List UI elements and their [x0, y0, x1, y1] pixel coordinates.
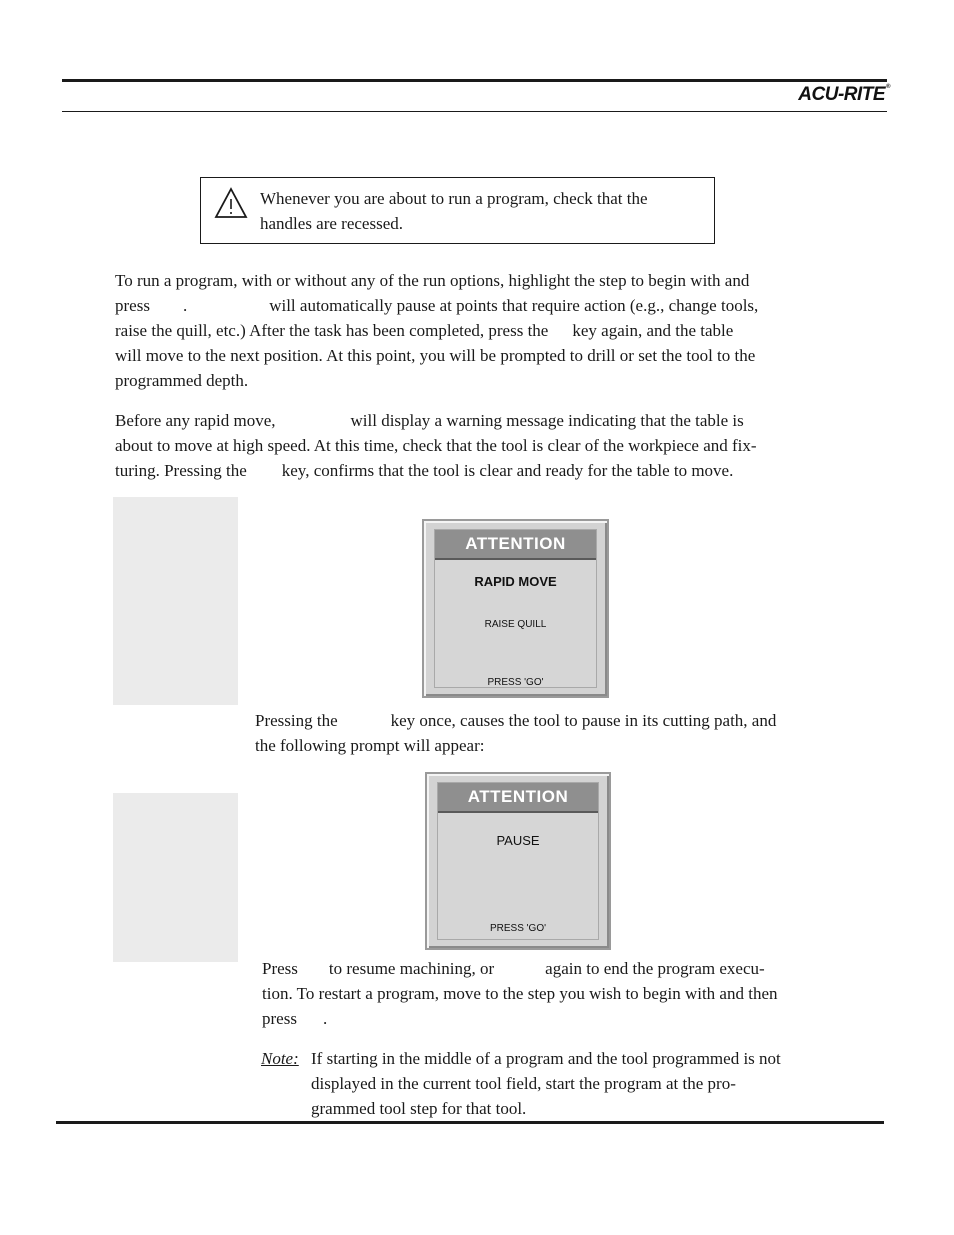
- p1-line-2: [115, 293, 845, 318]
- p1-line-3: [115, 318, 845, 343]
- p2-line-1: [115, 408, 845, 433]
- p4-period: .: [322, 1009, 328, 1028]
- p1-raise-text: raise the quill, etc.) After the task has been completed, press the: [115, 321, 549, 340]
- p3-pressing: Pressing the: [255, 711, 338, 730]
- screen-title: ATTENTION: [438, 783, 598, 813]
- p2-line-2: about to move at high speed. At this time, check that the tool is clear of the workpiece and fix-: [115, 436, 757, 455]
- warning-triangle-icon: [214, 187, 248, 219]
- p3-line-1: [255, 708, 845, 733]
- screen-press-go: PRESS 'GO': [489, 923, 547, 934]
- sidebar-shade: [113, 793, 238, 962]
- screen-raise-quill: RAISE QUILL: [484, 619, 547, 630]
- paragraph-pause: [255, 708, 845, 758]
- p4-again: again to end the program execu-: [545, 959, 765, 978]
- header-thin-rule: [62, 111, 887, 112]
- acu-rite-logo: [798, 84, 890, 106]
- p4-line-1: [262, 956, 852, 981]
- p1-line-5: programmed depth.: [115, 371, 249, 390]
- screen-press-go: PRESS 'GO': [487, 677, 544, 688]
- p3-line-2: the following prompt will appear:: [255, 736, 485, 755]
- rapid-move-screen: [422, 519, 609, 698]
- screen-title: ATTENTION: [435, 530, 596, 560]
- p4-resume: to resume machining, or: [328, 959, 495, 978]
- warning-line-1: Whenever you are about to run a program, check that the: [260, 189, 648, 208]
- screen-panel: [434, 529, 597, 688]
- p4-press: Press: [262, 959, 298, 978]
- p2-pressing: turing. Pressing the: [115, 461, 247, 480]
- p2-confirms: key, confirms that the tool is clear and ready for the table to move.: [281, 461, 734, 480]
- pause-screen: [425, 772, 611, 950]
- p1-line-4: will move to the next position. At this point, you will be prompted to drill or set the tool to the: [115, 346, 756, 365]
- registered-mark: ®: [886, 84, 890, 90]
- p2-display: will display a warning message indicating that the table is: [350, 411, 744, 430]
- p1-line-1: To run a program, with or without any of the run options, highlight the step to begin with and: [115, 271, 750, 290]
- screen-panel: [437, 782, 599, 940]
- p1-pause-text: will automatically pause at points that require action (e.g., change tools,: [269, 296, 759, 315]
- paragraph-run-program: [115, 268, 845, 393]
- note-label: [261, 1046, 311, 1071]
- p2-line-3: [115, 458, 845, 483]
- screen-pause: PAUSE: [496, 833, 540, 848]
- footer-rule: [56, 1121, 884, 1124]
- p2-before: Before any rapid move,: [115, 411, 276, 430]
- screen-rapid-move: RAPID MOVE: [474, 574, 557, 589]
- note-label-text: Note:: [261, 1049, 299, 1068]
- p1-press: press: [115, 296, 150, 315]
- p4-press-2: press: [262, 1009, 297, 1028]
- p4-line-3: [262, 1006, 852, 1031]
- warning-text: [260, 186, 705, 236]
- p1-key-again: key again, and the table: [572, 321, 734, 340]
- warning-line-2: handles are recessed.: [260, 214, 404, 233]
- paragraph-rapid-move: [115, 408, 845, 483]
- header-rule: [62, 79, 887, 82]
- logo-text: ACU-RITE: [798, 84, 886, 105]
- paragraph-resume: [262, 956, 852, 1031]
- sidebar-shade: [113, 497, 238, 705]
- p3-key-once: key once, causes the tool to pause in its cutting path, and: [390, 711, 777, 730]
- note-line-3: grammed tool step for that tool.: [311, 1099, 527, 1118]
- warning-box: [200, 177, 715, 244]
- note-line-1: If starting in the middle of a program and the tool programmed is not: [311, 1049, 781, 1068]
- p4-line-2: tion. To restart a program, move to the step you wish to begin with and then: [262, 984, 778, 1003]
- note-body: [311, 1046, 851, 1121]
- note-line-2: displayed in the current tool field, start the program at the pro-: [311, 1074, 736, 1093]
- p1-period: .: [182, 296, 188, 315]
